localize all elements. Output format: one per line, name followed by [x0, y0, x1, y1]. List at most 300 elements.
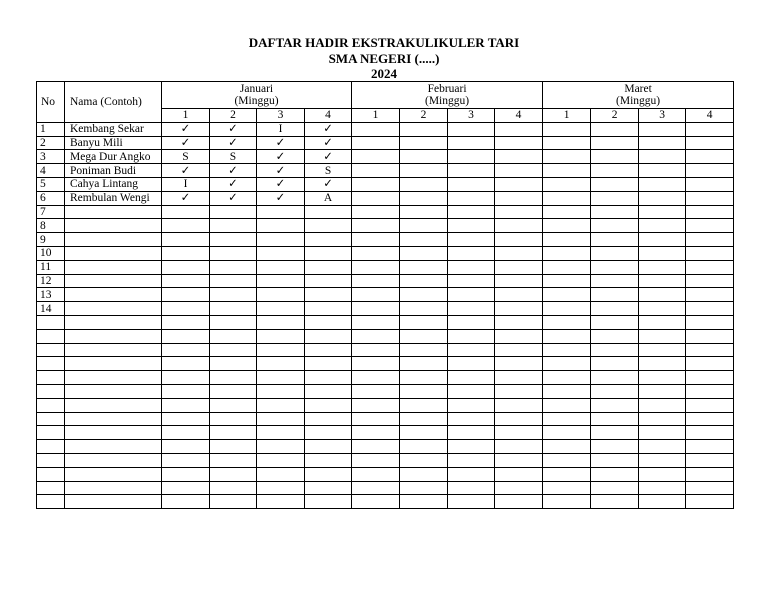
attendance-cell: A [305, 191, 352, 205]
attendance-cell [162, 260, 210, 274]
attendance-cell [448, 384, 495, 398]
attendance-cell [448, 219, 495, 233]
attendance-cell [162, 288, 210, 302]
student-name [65, 440, 162, 454]
attendance-cell [686, 315, 734, 329]
attendance-cell [210, 315, 257, 329]
attendance-cell [352, 357, 400, 371]
attendance-cell [686, 150, 734, 164]
attendance-cell [162, 412, 210, 426]
attendance-cell [257, 233, 305, 247]
attendance-cell [495, 150, 543, 164]
table-row [37, 440, 734, 454]
student-name [65, 302, 162, 316]
attendance-cell [495, 357, 543, 371]
attendance-cell [352, 371, 400, 385]
attendance-cell [591, 315, 639, 329]
attendance-cell [352, 302, 400, 316]
attendance-cell [305, 412, 352, 426]
week-header: 4 [686, 109, 734, 123]
attendance-cell [210, 260, 257, 274]
attendance-cell [210, 274, 257, 288]
attendance-cell [448, 191, 495, 205]
week-header: 2 [591, 109, 639, 123]
attendance-cell: ✓ [305, 136, 352, 150]
attendance-cell [686, 136, 734, 150]
attendance-cell [400, 246, 448, 260]
table-row [37, 398, 734, 412]
attendance-cell [210, 246, 257, 260]
attendance-cell [352, 440, 400, 454]
attendance-cell [210, 288, 257, 302]
attendance-cell [448, 150, 495, 164]
attendance-cell [448, 495, 495, 509]
attendance-cell [639, 329, 686, 343]
attendance-cell [400, 233, 448, 247]
attendance-cell [305, 302, 352, 316]
attendance-cell [400, 205, 448, 219]
attendance-cell [257, 274, 305, 288]
table-row [37, 260, 734, 274]
attendance-cell [639, 426, 686, 440]
student-name [65, 371, 162, 385]
attendance-cell [591, 412, 639, 426]
week-header: 2 [400, 109, 448, 123]
week-header: 3 [639, 109, 686, 123]
attendance-cell [305, 205, 352, 219]
attendance-cell: ✓ [257, 177, 305, 191]
student-name [65, 274, 162, 288]
student-name [65, 467, 162, 481]
attendance-cell [257, 357, 305, 371]
student-name [65, 426, 162, 440]
attendance-cell [686, 260, 734, 274]
attendance-cell [305, 329, 352, 343]
attendance-cell [210, 329, 257, 343]
attendance-cell [162, 329, 210, 343]
attendance-cell [257, 495, 305, 509]
column-header-no: No [37, 82, 65, 123]
row-number: 13 [37, 288, 65, 302]
attendance-cell [305, 384, 352, 398]
attendance-cell [400, 122, 448, 136]
table-row [37, 191, 734, 205]
attendance-cell [639, 343, 686, 357]
attendance-cell [448, 315, 495, 329]
header-row-months [37, 82, 734, 109]
table-row [37, 426, 734, 440]
attendance-cell [162, 398, 210, 412]
attendance-cell [352, 288, 400, 302]
table-row [37, 288, 734, 302]
attendance-cell [495, 260, 543, 274]
attendance-cell [257, 329, 305, 343]
attendance-cell [543, 426, 591, 440]
attendance-cell [591, 150, 639, 164]
attendance-cell [305, 233, 352, 247]
attendance-cell [543, 384, 591, 398]
attendance-cell [591, 288, 639, 302]
attendance-cell [495, 191, 543, 205]
student-name [65, 481, 162, 495]
attendance-cell [543, 233, 591, 247]
attendance-cell [639, 495, 686, 509]
row-number [37, 467, 65, 481]
table-row [37, 453, 734, 467]
attendance-cell [448, 122, 495, 136]
attendance-cell [305, 274, 352, 288]
attendance-cell [162, 205, 210, 219]
student-name: Rembulan Wengi [65, 191, 162, 205]
attendance-cell [686, 495, 734, 509]
table-row [37, 233, 734, 247]
attendance-cell [543, 205, 591, 219]
attendance-cell [639, 288, 686, 302]
attendance-cell [543, 302, 591, 316]
attendance-cell [591, 274, 639, 288]
week-header: 4 [495, 109, 543, 123]
table-row [37, 164, 734, 178]
attendance-cell [257, 398, 305, 412]
attendance-cell [162, 495, 210, 509]
attendance-cell [352, 481, 400, 495]
month-header-februari: Februari (Minggu) [352, 82, 543, 109]
attendance-cell [400, 467, 448, 481]
attendance-cell [495, 233, 543, 247]
attendance-cell [162, 219, 210, 233]
attendance-cell: ✓ [162, 191, 210, 205]
attendance-cell [162, 233, 210, 247]
attendance-cell [210, 495, 257, 509]
row-number [37, 453, 65, 467]
attendance-cell [305, 246, 352, 260]
attendance-cell [591, 329, 639, 343]
attendance-cell [400, 440, 448, 454]
student-name [65, 329, 162, 343]
attendance-cell [543, 329, 591, 343]
attendance-cell [686, 467, 734, 481]
attendance-cell [639, 191, 686, 205]
week-header: 1 [543, 109, 591, 123]
attendance-cell [495, 136, 543, 150]
attendance-cell [257, 219, 305, 233]
row-number: 8 [37, 219, 65, 233]
attendance-cell: I [162, 177, 210, 191]
attendance-cell [162, 343, 210, 357]
attendance-cell [686, 288, 734, 302]
attendance-cell [686, 329, 734, 343]
attendance-cell: ✓ [305, 177, 352, 191]
attendance-cell [305, 288, 352, 302]
attendance-cell: ✓ [210, 191, 257, 205]
attendance-cell [495, 122, 543, 136]
attendance-cell [400, 274, 448, 288]
attendance-cell [352, 246, 400, 260]
attendance-cell [639, 357, 686, 371]
attendance-cell [591, 246, 639, 260]
attendance-cell [162, 246, 210, 260]
row-number: 14 [37, 302, 65, 316]
attendance-cell [257, 481, 305, 495]
attendance-cell [352, 233, 400, 247]
table-row [37, 136, 734, 150]
attendance-cell [448, 136, 495, 150]
attendance-cell [162, 453, 210, 467]
attendance-cell: ✓ [305, 122, 352, 136]
student-name [65, 246, 162, 260]
attendance-cell [543, 398, 591, 412]
attendance-cell [591, 136, 639, 150]
attendance-cell [495, 288, 543, 302]
attendance-cell [591, 440, 639, 454]
document-title: DAFTAR HADIR EKSTRAKULIKULER TARI [248, 35, 520, 50]
row-number: 9 [37, 233, 65, 247]
attendance-cell [352, 398, 400, 412]
row-number [37, 412, 65, 426]
attendance-cell: S [305, 164, 352, 178]
student-name: Banyu Mili [65, 136, 162, 150]
attendance-cell [305, 371, 352, 385]
attendance-cell [591, 398, 639, 412]
attendance-cell [162, 302, 210, 316]
row-number: 2 [37, 136, 65, 150]
row-number [37, 481, 65, 495]
attendance-cell: I [257, 122, 305, 136]
attendance-cell [448, 260, 495, 274]
attendance-cell [305, 426, 352, 440]
attendance-cell [257, 371, 305, 385]
student-name [65, 398, 162, 412]
attendance-cell [639, 164, 686, 178]
attendance-cell [639, 384, 686, 398]
attendance-cell: ✓ [305, 150, 352, 164]
attendance-rows [37, 122, 734, 508]
attendance-cell [495, 302, 543, 316]
attendance-cell [400, 371, 448, 385]
attendance-cell [257, 260, 305, 274]
attendance-cell [257, 246, 305, 260]
attendance-cell [448, 164, 495, 178]
row-number: 10 [37, 246, 65, 260]
attendance-cell [591, 219, 639, 233]
attendance-cell [257, 412, 305, 426]
row-number [37, 329, 65, 343]
attendance-cell [591, 384, 639, 398]
attendance-cell [400, 343, 448, 357]
student-name [65, 357, 162, 371]
attendance-cell: ✓ [210, 164, 257, 178]
table-row [37, 274, 734, 288]
attendance-cell [448, 440, 495, 454]
attendance-cell [543, 122, 591, 136]
attendance-cell [591, 260, 639, 274]
school-name: SMA NEGERI (.....) [328, 50, 440, 66]
attendance-cell [543, 177, 591, 191]
attendance-cell: ✓ [257, 150, 305, 164]
attendance-cell [257, 384, 305, 398]
student-name [65, 288, 162, 302]
attendance-cell [639, 205, 686, 219]
attendance-cell [543, 440, 591, 454]
row-number: 7 [37, 205, 65, 219]
attendance-cell [400, 191, 448, 205]
attendance-cell [352, 495, 400, 509]
attendance-cell [162, 315, 210, 329]
attendance-cell [639, 453, 686, 467]
row-number [37, 398, 65, 412]
row-number: 12 [37, 274, 65, 288]
attendance-cell [400, 260, 448, 274]
attendance-cell [591, 233, 639, 247]
attendance-cell [210, 440, 257, 454]
attendance-cell [352, 122, 400, 136]
attendance-cell [352, 205, 400, 219]
attendance-cell [686, 357, 734, 371]
attendance-cell [639, 302, 686, 316]
table-row [37, 343, 734, 357]
week-header: 3 [257, 109, 305, 123]
student-name: Mega Dur Angko [65, 150, 162, 164]
attendance-cell [400, 164, 448, 178]
attendance-cell [448, 398, 495, 412]
row-number [37, 495, 65, 509]
attendance-cell [495, 440, 543, 454]
attendance-cell [352, 315, 400, 329]
attendance-cell [686, 426, 734, 440]
student-name: Kembang Sekar [65, 122, 162, 136]
attendance-cell [400, 426, 448, 440]
attendance-cell [210, 371, 257, 385]
attendance-cell [495, 426, 543, 440]
row-number [37, 384, 65, 398]
attendance-cell [495, 246, 543, 260]
row-number: 1 [37, 122, 65, 136]
attendance-cell [162, 357, 210, 371]
attendance-cell [305, 315, 352, 329]
attendance-cell [448, 426, 495, 440]
attendance-cell [591, 357, 639, 371]
table-row [37, 412, 734, 426]
attendance-cell [639, 136, 686, 150]
attendance-cell [495, 205, 543, 219]
attendance-cell [448, 329, 495, 343]
attendance-cell [639, 481, 686, 495]
attendance-cell [543, 412, 591, 426]
student-name [65, 219, 162, 233]
table-row [37, 219, 734, 233]
attendance-cell [352, 467, 400, 481]
table-row [37, 384, 734, 398]
attendance-cell [210, 302, 257, 316]
attendance-cell [210, 412, 257, 426]
attendance-cell [400, 177, 448, 191]
attendance-cell [448, 481, 495, 495]
attendance-cell [686, 233, 734, 247]
attendance-cell [210, 219, 257, 233]
attendance-cell [400, 495, 448, 509]
attendance-cell [639, 398, 686, 412]
attendance-cell [400, 315, 448, 329]
attendance-cell [543, 315, 591, 329]
attendance-cell [639, 260, 686, 274]
attendance-cell [591, 371, 639, 385]
attendance-cell [257, 440, 305, 454]
attendance-cell [400, 481, 448, 495]
attendance-cell [639, 246, 686, 260]
student-name [65, 495, 162, 509]
attendance-cell [543, 371, 591, 385]
attendance-cell: S [162, 150, 210, 164]
attendance-cell [448, 412, 495, 426]
document-year: 2024 [371, 66, 397, 81]
table-row [37, 357, 734, 371]
row-number [37, 315, 65, 329]
attendance-cell [257, 467, 305, 481]
attendance-cell [305, 357, 352, 371]
attendance-cell [591, 122, 639, 136]
attendance-cell [400, 302, 448, 316]
attendance-cell: ✓ [210, 136, 257, 150]
table-row [37, 205, 734, 219]
attendance-cell [591, 481, 639, 495]
attendance-cell: ✓ [210, 177, 257, 191]
attendance-cell: ✓ [162, 122, 210, 136]
student-name [65, 205, 162, 219]
attendance-cell [257, 315, 305, 329]
attendance-cell [210, 343, 257, 357]
attendance-cell [639, 219, 686, 233]
student-name [65, 260, 162, 274]
attendance-cell [543, 136, 591, 150]
table-row [37, 371, 734, 385]
attendance-cell [400, 150, 448, 164]
attendance-cell [352, 274, 400, 288]
attendance-cell [591, 205, 639, 219]
attendance-cell [400, 453, 448, 467]
attendance-cell [352, 343, 400, 357]
attendance-cell [257, 205, 305, 219]
attendance-cell: ✓ [257, 191, 305, 205]
attendance-cell [543, 260, 591, 274]
attendance-cell: ✓ [210, 122, 257, 136]
attendance-table [36, 81, 734, 509]
attendance-cell [305, 343, 352, 357]
attendance-cell [639, 440, 686, 454]
attendance-cell [639, 150, 686, 164]
week-header: 1 [352, 109, 400, 123]
attendance-cell [352, 453, 400, 467]
attendance-cell [400, 329, 448, 343]
attendance-cell [686, 440, 734, 454]
attendance-cell [686, 481, 734, 495]
attendance-cell [352, 412, 400, 426]
attendance-cell [543, 453, 591, 467]
attendance-cell [495, 274, 543, 288]
attendance-cell [686, 274, 734, 288]
attendance-cell [591, 177, 639, 191]
attendance-cell [686, 122, 734, 136]
attendance-cell [448, 357, 495, 371]
attendance-cell [448, 177, 495, 191]
attendance-cell [448, 274, 495, 288]
attendance-cell [448, 371, 495, 385]
table-row [37, 467, 734, 481]
attendance-cell [543, 164, 591, 178]
attendance-cell [686, 177, 734, 191]
attendance-cell [448, 246, 495, 260]
row-number [37, 357, 65, 371]
attendance-cell [162, 467, 210, 481]
